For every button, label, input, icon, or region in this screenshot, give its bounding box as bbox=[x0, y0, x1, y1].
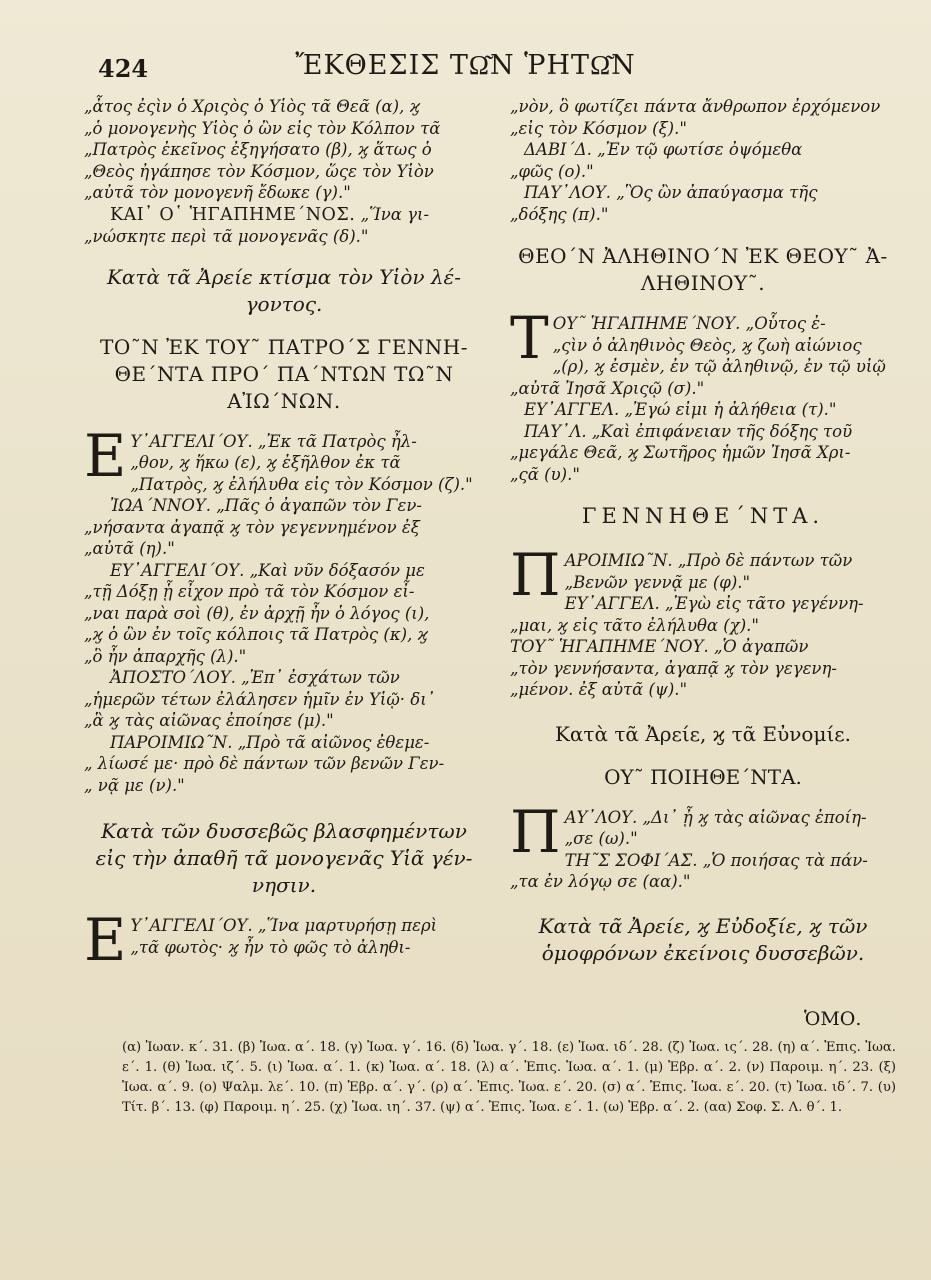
paragraph bbox=[84, 906, 484, 974]
heading-line: Κατὰ τᾶ Ἀρείε κτίσμα τὸν Υἱὸν λέ- bbox=[106, 264, 462, 289]
text-line: „ἃ ϗ τὰς αἰῶνας ἐποίησε (μ)." bbox=[84, 711, 334, 730]
text-line: ἈΠΟΣΤΟ΄ΛΟΥ. „Ἐπ᾿ ἐσχάτων τῶν bbox=[110, 668, 400, 687]
text-line: „νώσκητε περὶ τᾶ μονογενᾶς (δ)." bbox=[84, 227, 369, 246]
text-line: ΕΥ᾿ΑΓΓΕΛΙ΄ΟΥ. „Καὶ νῦν δόξασόν με bbox=[110, 560, 425, 580]
text-line: „θον, ϗ ἥκω (ε), ϗ ἐξῆλθον ἐκ τᾶ bbox=[130, 453, 401, 472]
text-line: Υ᾿ΑΓΓΕΛΙ΄ΟΥ. „Ἵνα μαρτυρήσῃ περὶ bbox=[130, 916, 438, 935]
text-line: „(ρ), ϗ ἐσμὲν, ἐν τῷ ἀληθινῷ, ἐν τῷ υἱῷ bbox=[552, 357, 886, 376]
text-line: ΤΟΥ῀ ἩΓΑΠΗΜΕ΄ΝΟΥ. „Ὁ ἀγαπῶν bbox=[510, 637, 809, 656]
section-heading bbox=[84, 264, 484, 318]
page-number: 424 bbox=[98, 54, 149, 83]
heading-line: Κατὰ τῶν δυσσεβῶς βλασφημέντων bbox=[101, 819, 467, 843]
text-line: „τὸν γεννήσαντα, ἀγαπᾷ ϗ τὸν γεγενη- bbox=[510, 658, 837, 678]
catchword: ὉΜΟ. bbox=[804, 1008, 862, 1030]
heading-line: Κατὰ τᾶ Ἀρείε, ϗ Εὐδοξίε, ϗ τῶν bbox=[538, 913, 868, 938]
text-line: „φῶς (ο)." bbox=[510, 161, 594, 181]
drop-cap: Τ bbox=[510, 304, 549, 372]
text-line: Υ᾿ΑΓΓΕΛΙ΄ΟΥ. „Ἐκ τᾶ Πατρὸς ἦλ- bbox=[130, 431, 417, 451]
text-line bbox=[84, 204, 484, 227]
text-line: ΤΗ῀Σ ΣΟΦΙ΄ΑΣ. „Ὁ ποιήσας τὰ πάν- bbox=[564, 850, 868, 870]
text-line: ΑΥ᾿ΛΟΥ. „Δι᾿ ᾖ ϗ τὰς αἰῶνας ἐποίη- bbox=[564, 807, 867, 827]
paragraph bbox=[510, 797, 896, 893]
text-line: „τα ἐν λόγῳ σε (αα)." bbox=[510, 872, 691, 891]
heading-line: ΛΗΘΙΝΟΥ῀. bbox=[640, 271, 766, 295]
section-heading: ΓΕΝΝΗΘΕ΄ΝΤΑ. bbox=[581, 504, 825, 528]
text-line: ΔΑΒΙ΄Δ. „Ἐν τῷ φωτίσε ὀψόμεθα bbox=[524, 140, 803, 159]
section-heading bbox=[510, 913, 896, 967]
text-line: „Βενῶν γεννᾷ με (φ)." bbox=[564, 572, 751, 592]
heading-line: ΑἸΩ΄ΝΩΝ. bbox=[227, 388, 341, 413]
paragraph bbox=[84, 421, 484, 496]
text-line: „ἡμερῶν τέτων ἐλάλησεν ἡμῖν ἐν Υἱῷ· δι᾿ bbox=[84, 689, 435, 709]
text-line: „αὐτᾶ τὸν μονογενῆ ἔδωκε (γ)." bbox=[84, 183, 351, 202]
heading-line: ΘΕΟ΄Ν ἈΛΗΘΙΝΟ΄Ν ἘΚ ΘΕΟΥ῀ Ἀ- bbox=[518, 244, 888, 268]
paragraph bbox=[510, 541, 896, 701]
text-line: „δόξης (π)." bbox=[510, 204, 609, 224]
text-line: „ναι παρὰ σοὶ (θ), ἐν ἀρχῇ ἦν ὁ λόγος (ι), bbox=[84, 603, 430, 623]
heading-line: νησιν. bbox=[251, 873, 317, 897]
heading-line: ὁμοφρόνων ἐκείνοις δυσσεβῶν. bbox=[541, 940, 865, 965]
section-heading: Κατὰ τᾶ Ἀρείε, ϗ τᾶ Εὐνομίε. bbox=[554, 721, 852, 746]
text-line: „μένον. ἐξ αὐτᾶ (ψ)." bbox=[510, 680, 688, 699]
text-line: „Πατρὸς, ϗ ἐλήλυθα εἰς τὸν Κόσμον (ζ)." bbox=[130, 474, 473, 494]
text-line: „ἆτος ἐςὶν ὁ Χριςὸς ὁ Υἱὸς τᾶ Θεᾶ (α), ϗ bbox=[84, 97, 420, 116]
heading-line: ΤΟ῀Ν ἘΚ ΤΟΥ῀ ΠΑΤΡΟ΄Σ ΓΕΝΝΗ- bbox=[99, 334, 468, 359]
drop-cap: Ε bbox=[84, 906, 127, 974]
text-line: „τᾶ φωτὸς· ϗ ἦν τὸ φῶς τὸ ἀληθι- bbox=[130, 937, 411, 957]
text-line: ἸΩΑ΄ΝΝΟΥ. „Πᾶς ὁ ἀγαπῶν τὸν Γεν- bbox=[110, 496, 422, 515]
text-line: ΠΑΥ᾿ΛΟΥ. „Ὃς ὢν ἀπαύγασμα τῆς bbox=[524, 183, 818, 202]
text-line: ΕΥ᾿ΑΓΓΕΛ. „Ἐγώ εἰμι ἡ ἀλήθεια (τ)." bbox=[524, 400, 837, 419]
paragraph bbox=[510, 304, 896, 399]
heading-line: ΘΕ΄ΝΤΑ ΠΡΟ΄ ΠΑ΄ΝΤΩΝ ΤΩ῀Ν bbox=[114, 361, 454, 386]
running-head: ἜΚΘΕΣΙΣ ΤΩ͂Ν ῬΗΤΩ͂Ν bbox=[295, 50, 636, 81]
footnotes: (α) Ἰωαν. κ΄. 31. (β) Ἰωα. α΄. 18. (γ) Ἰωα. γ΄. 16. (δ) Ἰωα. γ΄. 18. (ε) Ἰωα. ιδ΄. 28. (ζ) Ἰωα. ις΄. 28. (η) α΄. Ἐπις. Ἰωα. ε΄. 1. (θ) Ἰωα. ιζ΄. 5. (ι) Ἰωα. α΄. 1. (κ) Ἰωα. α΄. 18. (λ) α΄. Ἐπις. Ἰωα. α΄. 1. (μ) Ἑβρ. α΄. 2. (ν) Παροιμ. η΄. 23. (ξ) Ἰωα. α΄. 9. (ο) Ψαλμ. λε΄. 10. (π) Ἑβρ. α΄. γ΄. (ρ) α΄. Ἐπις. Ἰωα. ε΄. 20. (σ) α΄. Ἐπις. Ἰωα. ε΄. 20. (τ) Ἰωα. ιδ΄. 7. (υ) Τίτ. β΄. 13. (φ) Παροιμ. η΄. 25. (χ) Ἰωα. ιη΄. 37. (ψ) α΄. Ἐπις. Ἰωα. ε΄. 1. (ω) Ἑβρ. α΄. 2. (αα) Σοφ. Σ. Λ. θ΄. 1. bbox=[122, 1040, 896, 1115]
heading-line: γοντος. bbox=[245, 291, 323, 316]
text-line: „σε (ω)." bbox=[564, 829, 638, 848]
text-fragment: „Ἵνα γι- bbox=[360, 204, 430, 224]
section-heading: ΟΥ῀ ΠΟΙΗΘΕ΄ΝΤΑ. bbox=[604, 764, 802, 789]
page-header bbox=[0, 50, 931, 90]
text-line: ΑΡΟΙΜΙΩ῀Ν. „Πρὸ δὲ πάντων τῶν bbox=[564, 551, 853, 570]
text-line: „αὐτᾶ Ἰησᾶ Χριςῷ (σ)." bbox=[510, 378, 705, 398]
left-column bbox=[84, 96, 484, 974]
text-line: „αὐτᾶ (η)." bbox=[84, 539, 175, 558]
drop-cap: Π bbox=[510, 797, 561, 866]
text-line: „ λίωσέ με· πρὸ δὲ πάντων τῶν βενῶν Γεν- bbox=[84, 754, 445, 773]
text-line: ΠΑΥ᾿Λ. „Καὶ ἐπιφάνειαν τῆς δόξης τοῦ bbox=[524, 421, 853, 441]
text-line: ΕΥ᾿ΑΓΓΕΛ. „Ἐγὼ εἰς τᾶτο γεγέννη- bbox=[564, 594, 864, 613]
text-line: „Πατρὸς ἐκεῖνος ἐξηγήσατο (β), ϗ ἅτως ὁ bbox=[84, 140, 432, 159]
text-line: „Θεὸς ἠγάπησε τὸν Κόσμον, ὥςε τὸν Υἱὸν bbox=[84, 161, 434, 181]
text-line: „ὃ ἦν ἀπαρχῆς (λ)." bbox=[84, 646, 247, 666]
drop-cap: Π bbox=[510, 541, 561, 609]
section-heading bbox=[510, 243, 896, 297]
text-line: „νήσαντα ἀγαπᾷ ϗ τὸν γεγεννημένον ἐξ bbox=[84, 517, 420, 537]
text-line: „ὁ μονογενὴς Υἱὸς ὁ ὢν εἰς τὸν Κόλπον τᾶ bbox=[84, 118, 441, 138]
text-line: „τῇ Δόξῃ ᾗ εἶχον πρὸ τᾶ τὸν Κόσμον εἶ- bbox=[84, 582, 415, 601]
text-line: „ςᾶ (υ)." bbox=[510, 464, 580, 484]
text-line: ΟΥ῀ ἩΓΑΠΗΜΕ΄ΝΟΥ. „Οὗτος ἐ- bbox=[552, 314, 826, 333]
drop-cap: Ε bbox=[84, 421, 127, 490]
text-line: „μεγάλε Θεᾶ, ϗ Σωτῆρος ἡμῶν Ἰησᾶ Χρι- bbox=[510, 443, 851, 462]
right-column bbox=[510, 96, 896, 967]
text-line: „ϗ ὁ ὢν ἐν τοῖς κόλποις τᾶ Πατρὸς (κ), ϗ bbox=[84, 625, 428, 644]
text-line: „ νᾷ με (ν)." bbox=[84, 775, 185, 795]
speaker-label: ΚΑΙ᾿ Ο῾ ἩΓΑΠΗΜΕ΄ΝΟΣ. bbox=[110, 204, 356, 225]
text-line: „νὸν, ὃ φωτίζει πάντα ἄνθρωπον ἐρχόμενον bbox=[510, 97, 881, 116]
section-heading bbox=[84, 818, 484, 899]
heading-line: εἰς τὴν ἀπαθῆ τᾶ μονογενᾶς Υἱᾶ γέν- bbox=[95, 846, 473, 870]
text-line: ΠΑΡΟΙΜΙΩ῀Ν. „Πρὸ τᾶ αἰῶνος ἐθεμε- bbox=[110, 732, 430, 752]
text-line: „μαι, ϗ εἰς τᾶτο ἐλήλυθα (χ)." bbox=[510, 615, 760, 635]
section-heading bbox=[84, 334, 484, 415]
text-line: „εἰς τὸν Κόσμον (ξ)." bbox=[510, 118, 687, 138]
text-line: „ςὶν ὁ ἀληθινὸς Θεὸς, ϗ ζωὴ αἰώνιος bbox=[552, 335, 862, 355]
